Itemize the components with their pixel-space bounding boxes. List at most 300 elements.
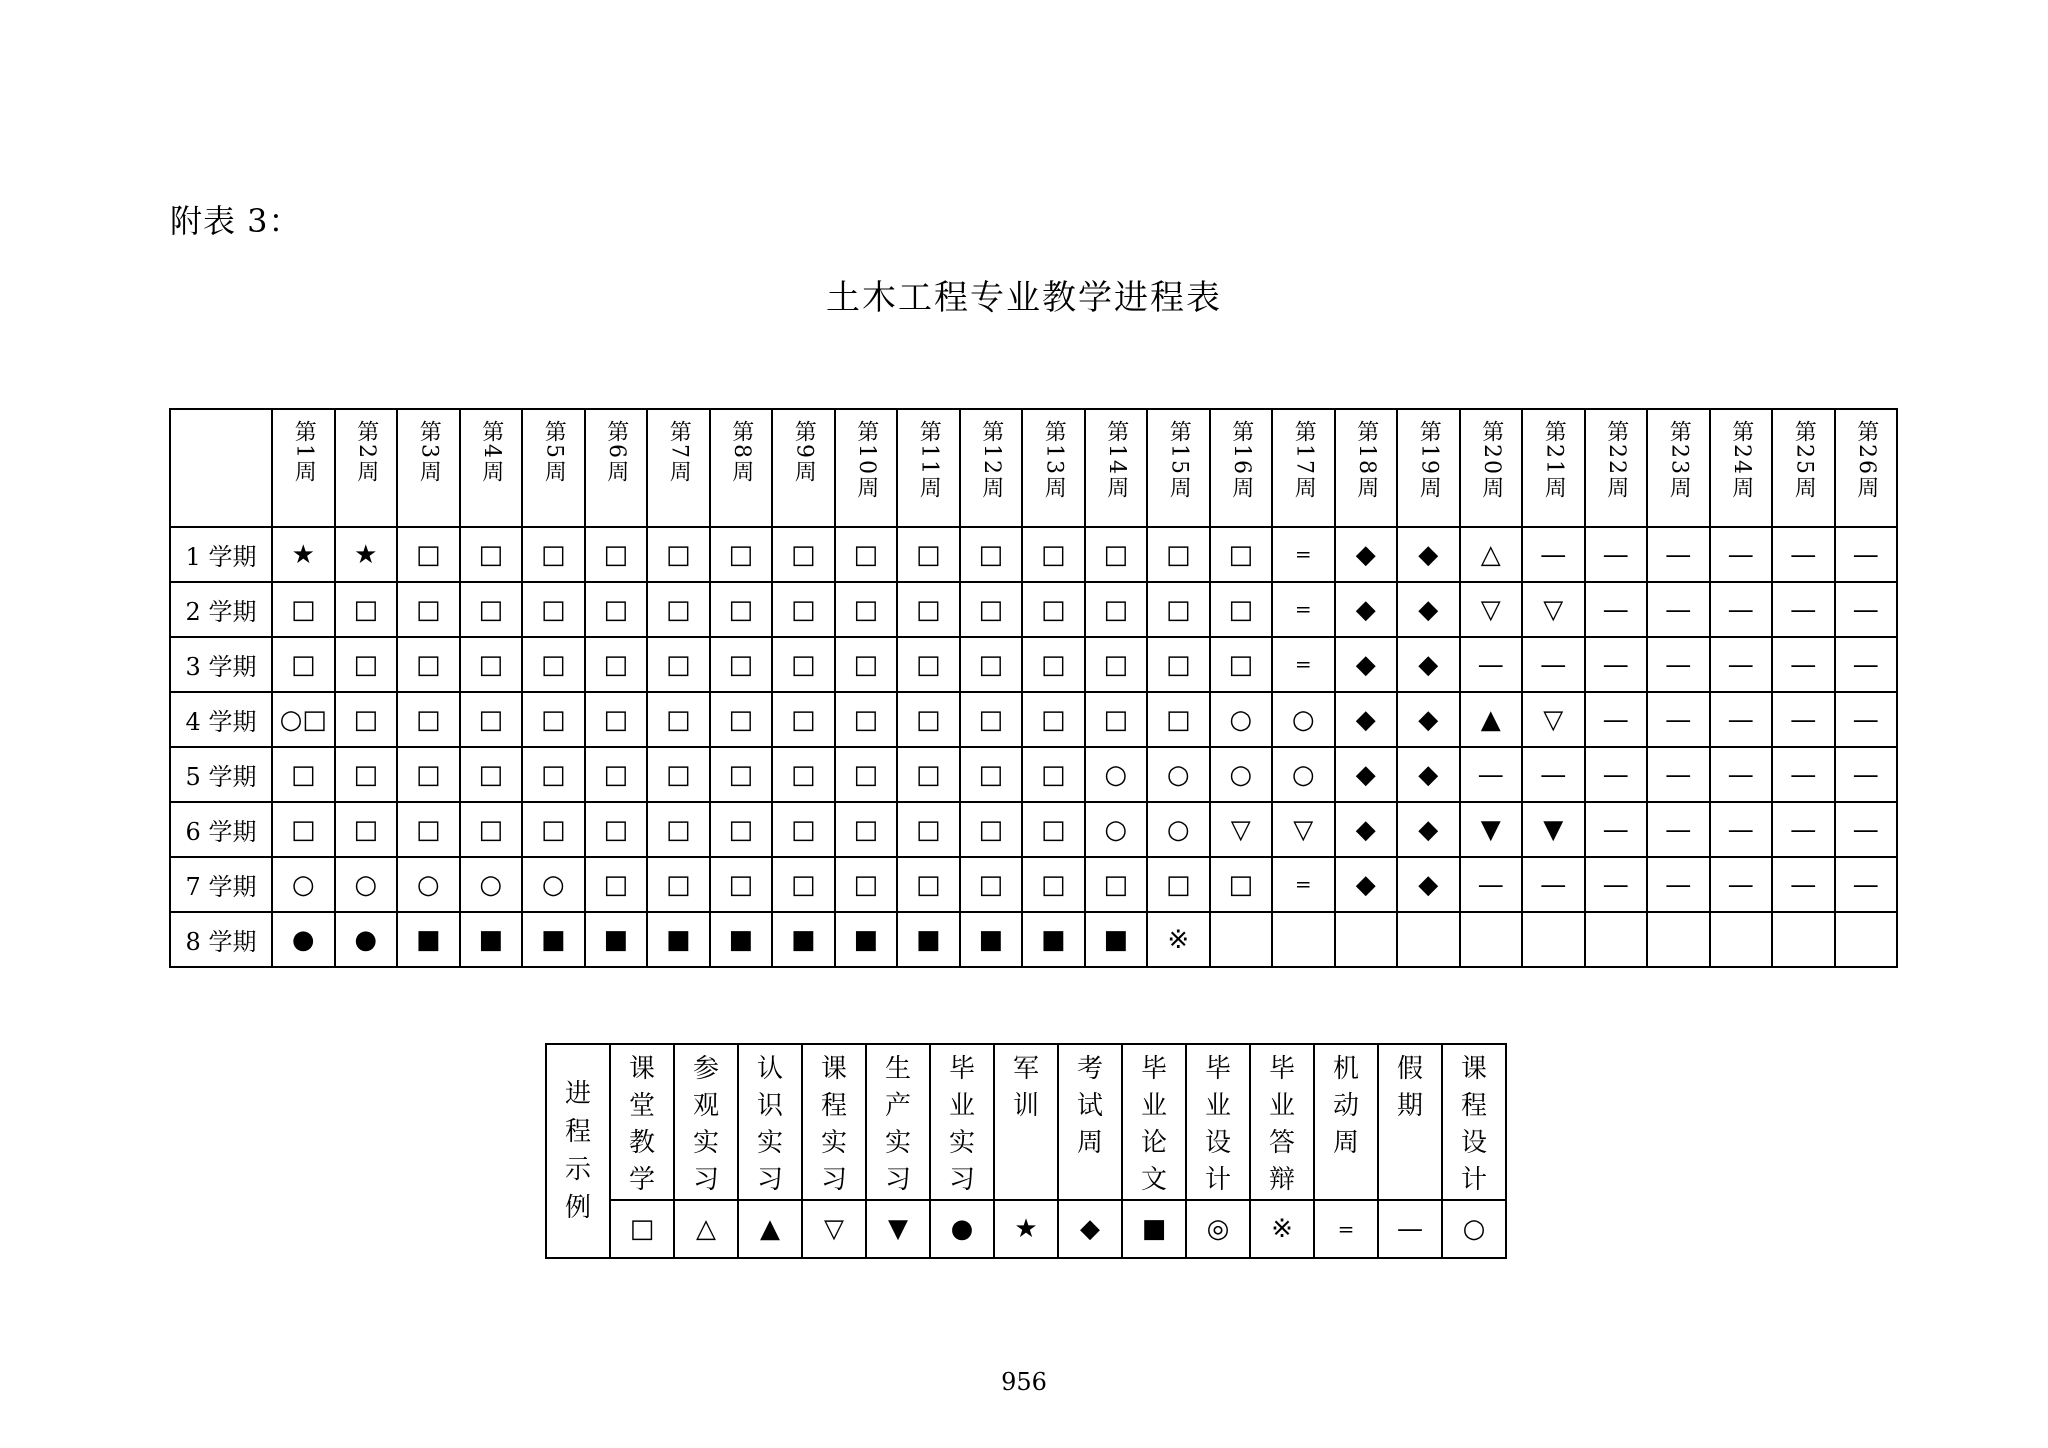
schedule-cell [1397,857,1460,912]
schedule-cell [897,747,960,802]
schedule-cell [1335,582,1398,637]
schedule-cell [1022,802,1085,857]
schedule-symbol: ■ [665,924,691,955]
schedule-symbol: □ [415,704,441,735]
schedule-cell [397,527,460,582]
schedule-symbol: □ [540,814,566,845]
schedule-symbol: — [1727,649,1754,680]
schedule-cell [1460,747,1523,802]
schedule-cell [772,912,835,967]
schedule-symbol: □ [728,594,754,625]
schedule-cell [1585,582,1648,637]
schedule-symbol: ■ [603,924,629,955]
schedule-symbol: □ [1103,704,1129,735]
schedule-symbol: □ [478,704,504,735]
schedule-cell [1772,857,1835,912]
schedule-symbol: ▽ [1543,704,1564,735]
schedule-cell [897,912,960,967]
schedule-symbol: — [1852,814,1879,845]
schedule-cell [397,692,460,747]
schedule-cell [397,747,460,802]
schedule-symbol: ▽ [1543,594,1564,625]
schedule-symbol: □ [915,814,941,845]
schedule-symbol: □ [915,704,941,735]
week-header-cell [960,409,1023,527]
schedule-cell [1835,747,1898,802]
schedule-cell [647,747,710,802]
schedule-symbol: — [1665,814,1692,845]
schedule-cell [1522,912,1585,967]
schedule-cell [710,857,773,912]
schedule-symbol: □ [978,759,1004,790]
schedule-symbol: ◆ [1418,869,1439,900]
schedule-symbol: □ [540,594,566,625]
schedule-symbol: ★ [354,539,378,570]
schedule-cell [1772,747,1835,802]
schedule-symbol: □ [415,539,441,570]
schedule-symbol: □ [978,649,1004,680]
schedule-symbol: □ [665,869,691,900]
week-header-cell [1647,409,1710,527]
schedule-symbol: — [1790,759,1817,790]
schedule-cell [1210,692,1273,747]
schedule-symbol: ◆ [1355,704,1376,735]
schedule-cell [1335,912,1398,967]
schedule-cell [460,857,523,912]
legend-symbol: ● [950,1214,974,1244]
semester-label: 8 学期 [170,912,272,967]
week-label: 第20周 [1478,420,1504,500]
schedule-cell [710,692,773,747]
schedule-cell [1460,692,1523,747]
week-header-cell [1085,409,1148,527]
week-label: 第16周 [1228,420,1254,500]
schedule-symbol: □ [665,539,691,570]
schedule-cell [960,637,1023,692]
schedule-cell [460,527,523,582]
schedule-cell [272,857,335,912]
schedule-cell [1710,692,1773,747]
schedule-cell [897,582,960,637]
schedule-cell [522,747,585,802]
schedule-cell [772,582,835,637]
document-title: 土木工程专业教学进程表 [826,278,1222,318]
legend-label-cell: 机 动 周 [1314,1044,1378,1200]
schedule-symbol: □ [478,594,504,625]
schedule-symbol: □ [478,649,504,680]
schedule-symbol: ◆ [1418,649,1439,680]
schedule-cell [647,637,710,692]
schedule-cell [1397,692,1460,747]
schedule-cell [710,527,773,582]
schedule-cell [397,582,460,637]
week-label: 第17周 [1291,420,1317,500]
schedule-cell [1585,747,1648,802]
schedule-symbol: — [1602,704,1629,735]
schedule-cell [272,747,335,802]
week-label: 第1周 [291,420,317,484]
schedule-cell [272,912,335,967]
schedule-symbol: — [1852,869,1879,900]
schedule-cell [1272,527,1335,582]
schedule-cell [1210,747,1273,802]
schedule-cell [1335,692,1398,747]
schedule-symbol: □ [478,759,504,790]
schedule-cell [585,692,648,747]
schedule-cell [960,747,1023,802]
schedule-cell [710,637,773,692]
schedule-cell [1835,692,1898,747]
legend-symbol: ※ [1271,1214,1293,1244]
schedule-cell [335,637,398,692]
schedule-symbol: □ [1040,704,1066,735]
schedule-symbol: □ [603,649,629,680]
schedule-cell [1147,802,1210,857]
week-label: 第15周 [1166,420,1192,500]
schedule-cell [772,802,835,857]
schedule-symbol: ◆ [1355,814,1376,845]
schedule-cell [1835,527,1898,582]
schedule-cell [1647,527,1710,582]
schedule-cell [1272,802,1335,857]
legend-symbol-cell [674,1200,738,1258]
schedule-symbol: ● [291,924,315,955]
schedule-cell [1647,582,1710,637]
schedule-cell [1522,692,1585,747]
schedule-cell [1647,912,1710,967]
schedule-cell [772,692,835,747]
schedule-symbol: □ [978,869,1004,900]
schedule-symbol: □ [603,814,629,845]
schedule-cell [397,857,460,912]
schedule-cell [1460,802,1523,857]
schedule-cell [835,912,898,967]
schedule-cell [585,747,648,802]
schedule-cell [1772,802,1835,857]
week-label: 第21周 [1541,420,1567,500]
schedule-cell [1522,802,1585,857]
schedule-cell [335,747,398,802]
week-label: 第24周 [1728,420,1754,500]
schedule-symbol: □ [978,814,1004,845]
schedule-cell [897,802,960,857]
schedule-symbol: ◆ [1355,869,1376,900]
schedule-symbol: ◆ [1418,704,1439,735]
schedule-symbol: — [1602,594,1629,625]
schedule-cell [1772,582,1835,637]
schedule-symbol: □ [853,759,879,790]
schedule-cell [1772,692,1835,747]
schedule-cell [1397,802,1460,857]
schedule-cell [647,912,710,967]
schedule-cell [1835,857,1898,912]
schedule-symbol: — [1602,759,1629,790]
legend-label-cell: 军 训 [994,1044,1058,1200]
schedule-symbol: □ [353,759,379,790]
legend-label-cell: 毕 业 设 计 [1186,1044,1250,1200]
schedule-cell [1085,527,1148,582]
week-header-cell [835,409,898,527]
schedule-symbol: — [1790,649,1817,680]
schedule-symbol: ■ [978,924,1004,955]
schedule-cell [1147,747,1210,802]
schedule-symbol: □ [1103,539,1129,570]
schedule-cell [1272,912,1335,967]
legend-symbol-cell [1378,1200,1442,1258]
schedule-symbol: ● [354,924,378,955]
legend-symbol-cell [1186,1200,1250,1258]
schedule-symbol: — [1540,539,1567,570]
schedule-symbol: ○ [354,869,378,900]
schedule-cell [1522,747,1585,802]
week-label: 第9周 [791,420,817,484]
schedule-symbol: □ [915,759,941,790]
schedule-symbol: — [1852,539,1879,570]
schedule-symbol: □ [853,869,879,900]
schedule-cell [1272,857,1335,912]
week-header-cell [1835,409,1898,527]
week-header-cell [772,409,835,527]
schedule-symbol: — [1602,649,1629,680]
schedule-symbol: ○ [1166,814,1190,845]
semester-row [170,527,1897,582]
schedule-cell [585,582,648,637]
schedule-symbol: □ [665,649,691,680]
schedule-cell [1272,747,1335,802]
schedule-cell [1210,802,1273,857]
schedule-symbol: — [1602,869,1629,900]
schedule-symbol: □ [1103,594,1129,625]
legend-symbol-cell [1122,1200,1186,1258]
week-header-cell [1772,409,1835,527]
schedule-cell [272,527,335,582]
schedule-cell [585,912,648,967]
schedule-symbol: ■ [478,924,504,955]
schedule-symbol: □ [415,594,441,625]
schedule-cell [460,692,523,747]
schedule-cell [522,692,585,747]
schedule-symbol: — [1602,814,1629,845]
schedule-cell [397,802,460,857]
schedule-cell [710,802,773,857]
schedule-symbol: □ [853,704,879,735]
schedule-symbol: □ [978,594,1004,625]
schedule-symbol: □ [290,814,316,845]
schedule-cell [1585,527,1648,582]
schedule-symbol: ◆ [1355,539,1376,570]
schedule-cell [960,527,1023,582]
schedule-cell [1710,912,1773,967]
week-header-row [170,409,1897,527]
schedule-symbol: ◆ [1355,649,1376,680]
semester-label: 4 学期 [170,692,272,747]
schedule-symbol: — [1727,759,1754,790]
schedule-symbol: ■ [540,924,566,955]
week-header-cell [1710,409,1773,527]
schedule-symbol: □ [1165,594,1191,625]
schedule-symbol: □ [603,759,629,790]
schedule-symbol: ◆ [1418,814,1439,845]
legend-symbol: ▲ [760,1214,780,1244]
schedule-symbol: — [1790,704,1817,735]
schedule-cell [772,747,835,802]
schedule-cell [1522,582,1585,637]
schedule-cell [585,637,648,692]
schedule-symbol: — [1727,869,1754,900]
schedule-cell [1397,912,1460,967]
schedule-cell [1460,857,1523,912]
schedule-cell [1022,527,1085,582]
schedule-symbol: □ [1040,649,1066,680]
schedule-cell [772,857,835,912]
schedule-symbol: ○□ [279,704,327,735]
schedule-cell [335,582,398,637]
schedule-cell [1085,802,1148,857]
schedule-cell [647,692,710,747]
week-header-cell [1022,409,1085,527]
schedule-symbol: □ [853,539,879,570]
schedule-symbol: □ [1228,594,1254,625]
schedule-cell [1522,857,1585,912]
schedule-symbol: ■ [1040,924,1066,955]
week-header-cell [335,409,398,527]
schedule-cell [772,637,835,692]
schedule-cell [272,802,335,857]
semester-label: 3 学期 [170,637,272,692]
schedule-symbol: ▽ [1230,814,1251,845]
schedule-symbol: □ [665,704,691,735]
week-label: 第11周 [916,420,942,500]
legend-caption: 进 程 示 例 [546,1044,610,1258]
schedule-symbol: ○ [416,869,440,900]
teaching-schedule-table [169,408,1898,968]
schedule-cell [585,527,648,582]
schedule-cell [1835,912,1898,967]
schedule-symbol: — [1852,704,1879,735]
schedule-symbol: ■ [1103,924,1129,955]
schedule-symbol: □ [728,759,754,790]
week-label: 第22周 [1603,420,1629,500]
week-label: 第23周 [1666,420,1692,500]
schedule-cell [1085,747,1148,802]
schedule-cell [1835,802,1898,857]
schedule-symbol: □ [415,759,441,790]
schedule-symbol: — [1790,869,1817,900]
schedule-symbol: □ [1228,539,1254,570]
legend-label-cell: 假 期 [1378,1044,1442,1200]
week-label: 第7周 [666,420,692,484]
schedule-symbol: □ [290,759,316,790]
schedule-cell [1272,637,1335,692]
schedule-cell [522,912,585,967]
schedule-symbol: — [1852,594,1879,625]
schedule-cell [522,582,585,637]
schedule-cell [1772,912,1835,967]
schedule-symbol: □ [478,539,504,570]
schedule-cell [647,857,710,912]
schedule-symbol: □ [728,814,754,845]
schedule-symbol: ▽ [1480,594,1501,625]
schedule-cell [460,802,523,857]
schedule-cell [1710,857,1773,912]
corner-cell [170,409,272,527]
schedule-symbol: □ [853,594,879,625]
schedule-symbol: □ [1040,759,1066,790]
legend-symbol: = [1337,1216,1355,1241]
schedule-cell [397,912,460,967]
schedule-cell [960,802,1023,857]
schedule-cell [335,857,398,912]
week-header-cell [585,409,648,527]
schedule-symbol: ○ [1104,814,1128,845]
schedule-cell [835,527,898,582]
schedule-symbol: ○ [1229,759,1253,790]
schedule-symbol: — [1602,539,1629,570]
schedule-symbol: □ [353,649,379,680]
schedule-cell [1397,747,1460,802]
schedule-symbol: □ [415,649,441,680]
schedule-symbol: — [1727,594,1754,625]
schedule-symbol: ○ [1104,759,1128,790]
schedule-symbol: ■ [790,924,816,955]
schedule-cell [1335,802,1398,857]
schedule-symbol: — [1727,814,1754,845]
schedule-symbol: — [1665,704,1692,735]
schedule-symbol: ◆ [1355,594,1376,625]
schedule-symbol: □ [665,759,691,790]
schedule-symbol: □ [728,869,754,900]
semester-label: 1 学期 [170,527,272,582]
schedule-symbol: □ [290,649,316,680]
legend-label-cell: 参 观 实 习 [674,1044,738,1200]
legend-label-cell: 课 程 设 计 [1442,1044,1506,1200]
week-label: 第13周 [1041,420,1067,500]
schedule-symbol: □ [728,649,754,680]
schedule-cell [1085,582,1148,637]
week-header-cell [1335,409,1398,527]
schedule-cell [1210,582,1273,637]
schedule-cell [960,857,1023,912]
schedule-cell [335,912,398,967]
schedule-symbol: ◆ [1418,759,1439,790]
schedule-symbol: □ [603,704,629,735]
schedule-cell [335,692,398,747]
schedule-cell [1335,857,1398,912]
schedule-cell [835,747,898,802]
week-label: 第3周 [416,420,442,484]
schedule-symbol: = [1294,597,1312,621]
week-label: 第18周 [1353,420,1379,500]
schedule-cell [335,527,398,582]
legend-symbol: ★ [1014,1214,1038,1244]
schedule-symbol: □ [790,704,816,735]
schedule-cell [647,802,710,857]
week-header-cell [460,409,523,527]
schedule-symbol: □ [790,594,816,625]
semester-row [170,692,1897,747]
semester-row [170,747,1897,802]
schedule-symbol: □ [978,539,1004,570]
schedule-cell [1022,747,1085,802]
week-label: 第19周 [1416,420,1442,500]
schedule-cell [585,802,648,857]
semester-row [170,857,1897,912]
legend-symbol: ▼ [888,1214,908,1244]
schedule-symbol: — [1665,539,1692,570]
schedule-cell [1522,527,1585,582]
semester-row [170,912,1897,967]
schedule-symbol: = [1294,542,1312,566]
